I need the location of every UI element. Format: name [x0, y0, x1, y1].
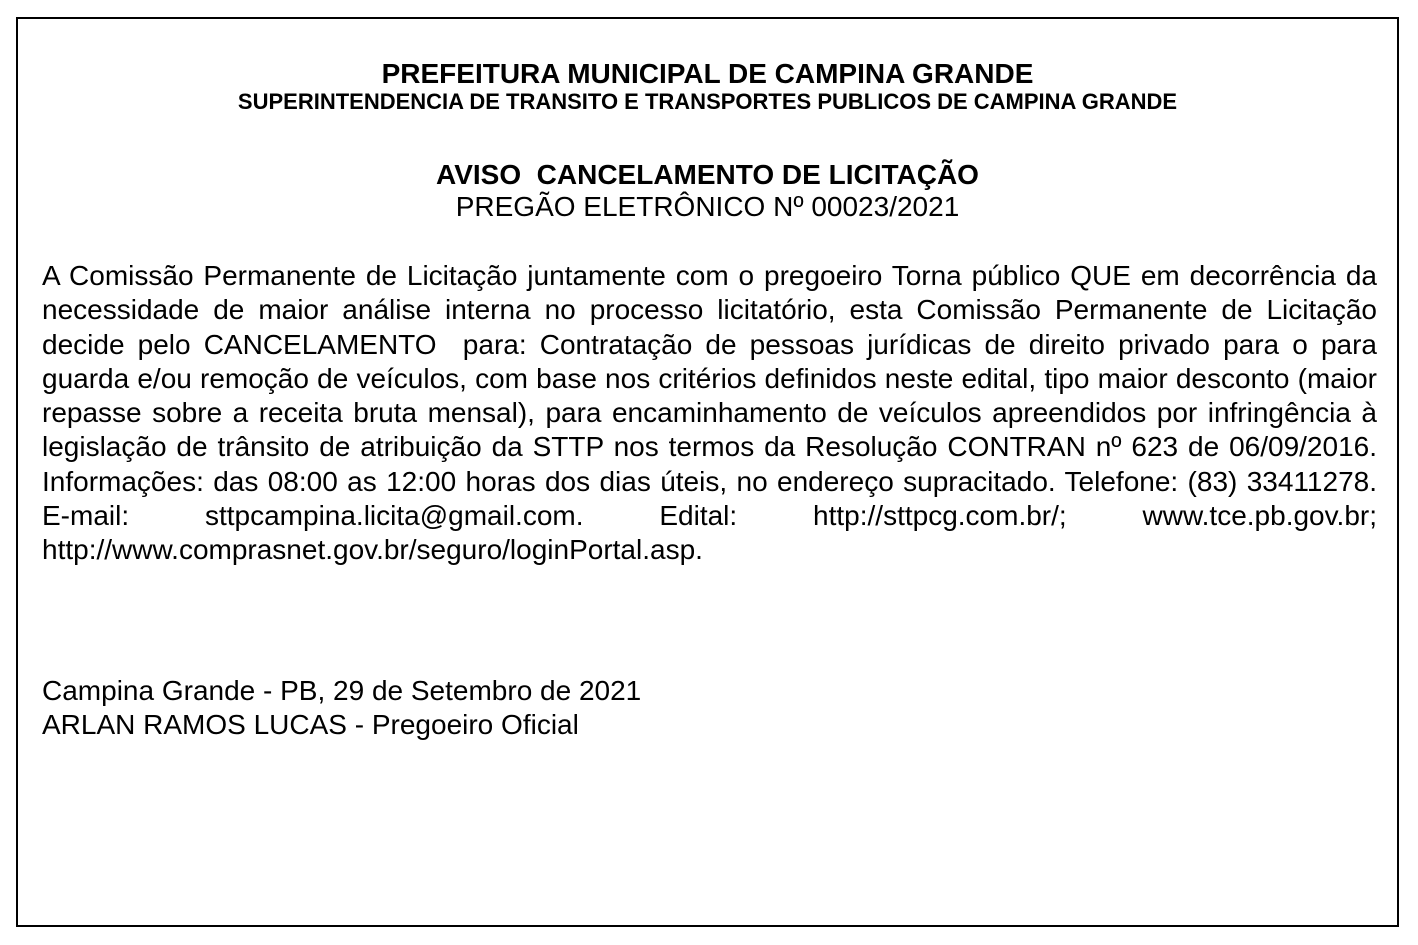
notice-heading	[18, 159, 1397, 223]
notice-body: A Comissão Permanente de Licitação juntamente com o pregoeiro Torna público QUE em decorrência da necessidade de maior análise interna no processo licitatório, esta Comissão Permanente de Licitação decide pelo CANCELAMENTO para: Contratação de pessoas jurídicas de direito privado para o para guarda e/ou remoção de veículos, com base nos critérios definidos neste edital, tipo maior desconto (maior repasse sobre a receita bruta mensal), para encaminhamento de veículos apreendidos por infringência à legislação de trânsito de atribuição da STTP nos termos da Resolução CONTRAN nº 623 de 06/09/2016. Informações: das 08:00 as 12:00 horas dos dias úteis, no endereço supracitado. Telefone: (83) 33411278. E-mail: sttpcampina.licita@gmail.com. Edital: http://sttpcg.com.br/; www.tce.pb.gov.br; http://www.comprasnet.gov.br/seguro/loginPortal.asp.	[42, 260, 1385, 566]
organization-title: PREFEITURA MUNICIPAL DE CAMPINA GRANDE	[381, 58, 1034, 89]
notice-title: AVISO CANCELAMENTO DE LICITAÇÃO	[436, 159, 979, 190]
notice-subtitle: PREGÃO ELETRÔNICO Nº 00023/2021	[455, 191, 960, 222]
organization-subtitle: SUPERINTENDENCIA DE TRANSITO E TRANSPORTES PUBLICOS DE CAMPINA GRANDE	[237, 89, 1178, 114]
document-header	[18, 59, 1397, 115]
signature-block	[42, 674, 641, 742]
signer-name: ARLAN RAMOS LUCAS - Pregoeiro Oficial	[42, 709, 579, 740]
place-date: Campina Grande - PB, 29 de Setembro de 2021	[42, 675, 642, 706]
notice-frame	[16, 17, 1399, 927]
